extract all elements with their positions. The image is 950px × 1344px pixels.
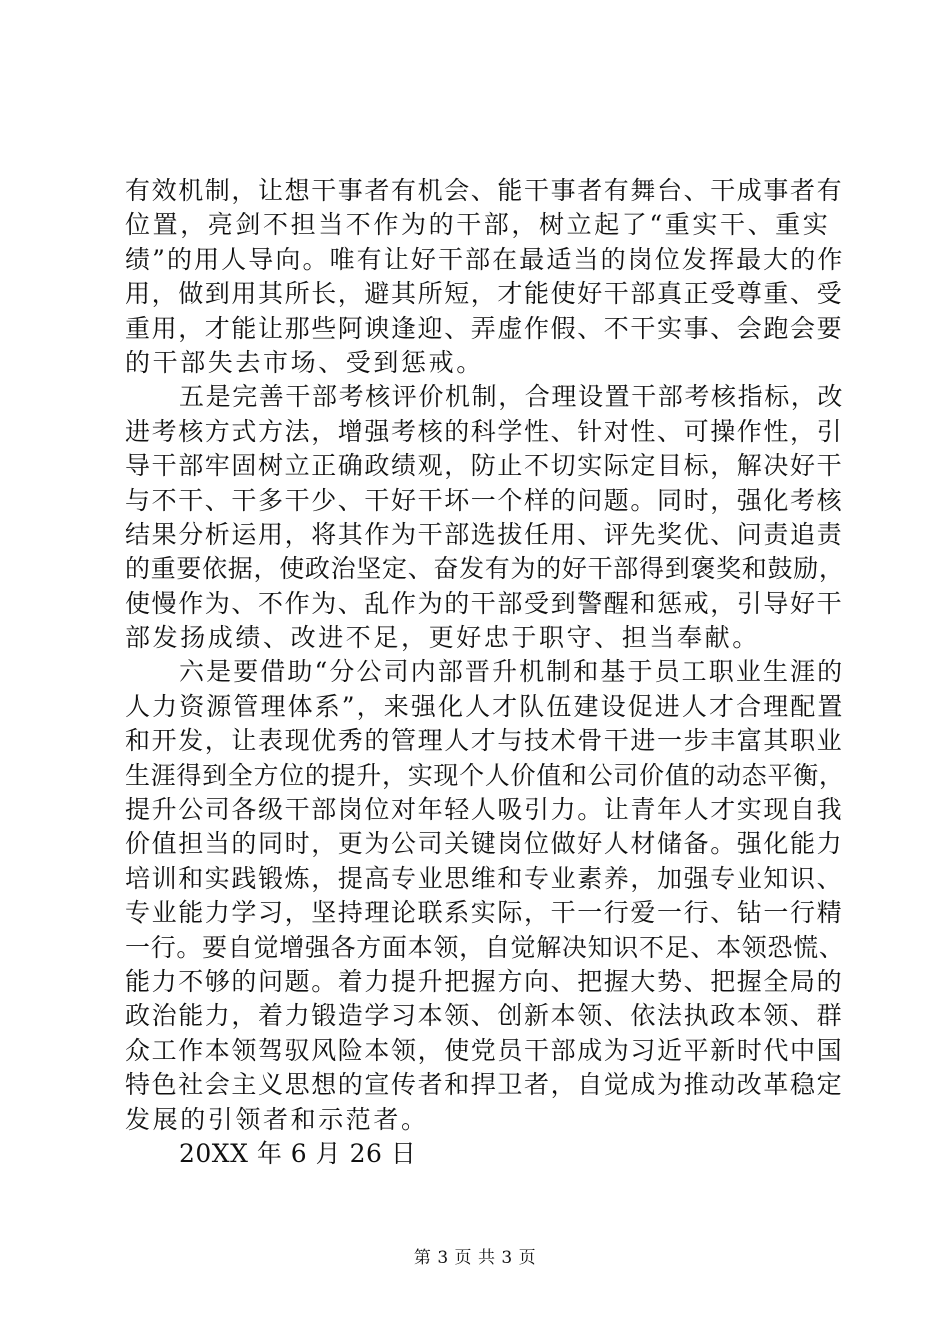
text-line: 特色社会主义思想的宣传者和捍卫者，自觉成为推动改革稳定 [125, 1070, 844, 1100]
text-line: 和开发，让表现优秀的管理人才与技术骨干进一步丰富其职业 [125, 726, 844, 756]
text-line: 提升公司各级干部岗位对年轻人吸引力。让青年人才实现自我 [125, 795, 844, 825]
text-line: 人力资源管理体系”，来强化人才队伍建设促进人才合理配置 [125, 691, 845, 721]
text-line: 位置，亮剑不担当不作为的干部，树立起了“重实干、重实 [125, 210, 831, 240]
text-line: 培训和实践锻炼，提高专业思维和专业素养，加强专业知识、 [125, 863, 844, 893]
paragraph-start-line: 六是要借助“分公司内部晋升机制和基于员工职业生涯的 [179, 657, 845, 687]
text-line: 众工作本领驾驭风险本领，使党员干部成为习近平新时代中国 [125, 1035, 844, 1065]
text-line: 绩”的用人导向。唯有让好干部在最适当的岗位发挥最大的作 [125, 244, 845, 274]
text-line: 使慢作为、不作为、乱作为的干部受到警醒和惩戒，引导好干 [125, 588, 844, 618]
document-date: 20XX 年 6 月 26 日 [179, 1138, 417, 1168]
text-line: 重用，才能让那些阿谀逢迎、弄虚作假、不干实事、会跑会要 [125, 313, 844, 343]
text-line: 发展的引领者和示范者。 [125, 1104, 429, 1134]
text-line: 政治能力，着力锻造学习本领、创新本领、依法执政本领、群 [125, 1001, 844, 1031]
text-line: 专业能力学习，坚持理论联系实际，干一行爱一行、钻一行精 [125, 898, 844, 928]
text-line: 用，做到用其所长，避其所短，才能使好干部真正受尊重、受 [125, 279, 844, 309]
text-line: 结果分析运用，将其作为干部选拔任用、评先奖优、问责追责 [125, 519, 844, 549]
text-line: 与不干、干多干少、干好干坏一个样的问题。同时，强化考核 [125, 485, 844, 515]
text-line: 进考核方式方法，增强考核的科学性、针对性、可操作性，引 [125, 416, 844, 446]
paragraph-start-line: 五是完善干部考核评价机制，合理设置干部考核指标，改 [179, 382, 845, 412]
text-line: 一行。要自觉增强各方面本领，自觉解决知识不足、本领恐慌、 [125, 932, 845, 962]
body-text [125, 174, 845, 1171]
text-line: 生涯得到全方位的提升，实现个人价值和公司价值的动态平衡， [125, 760, 845, 790]
page-number-footer: 第 3 页 共 3 页 [413, 1248, 537, 1268]
text-line: 导干部牢固树立正确政绩观，防止不切实际定目标，解决好干 [125, 451, 844, 481]
text-line: 的干部失去市场、受到惩戒。 [125, 347, 484, 377]
text-line: 有效机制，让想干事者有机会、能干事者有舞台、干成事者有 [125, 176, 844, 205]
text-line: 能力不够的问题。着力提升把握方向、把握大势、把握全局的 [125, 966, 844, 996]
text-line: 的重要依据，使政治坚定、奋发有为的好干部得到褒奖和鼓励， [125, 554, 845, 584]
text-line: 部发扬成绩、改进不足，更好忠于职守、担当奉献。 [125, 623, 760, 653]
text-line: 价值担当的同时，更为公司关键岗位做好人材储备。强化能力 [125, 829, 844, 859]
